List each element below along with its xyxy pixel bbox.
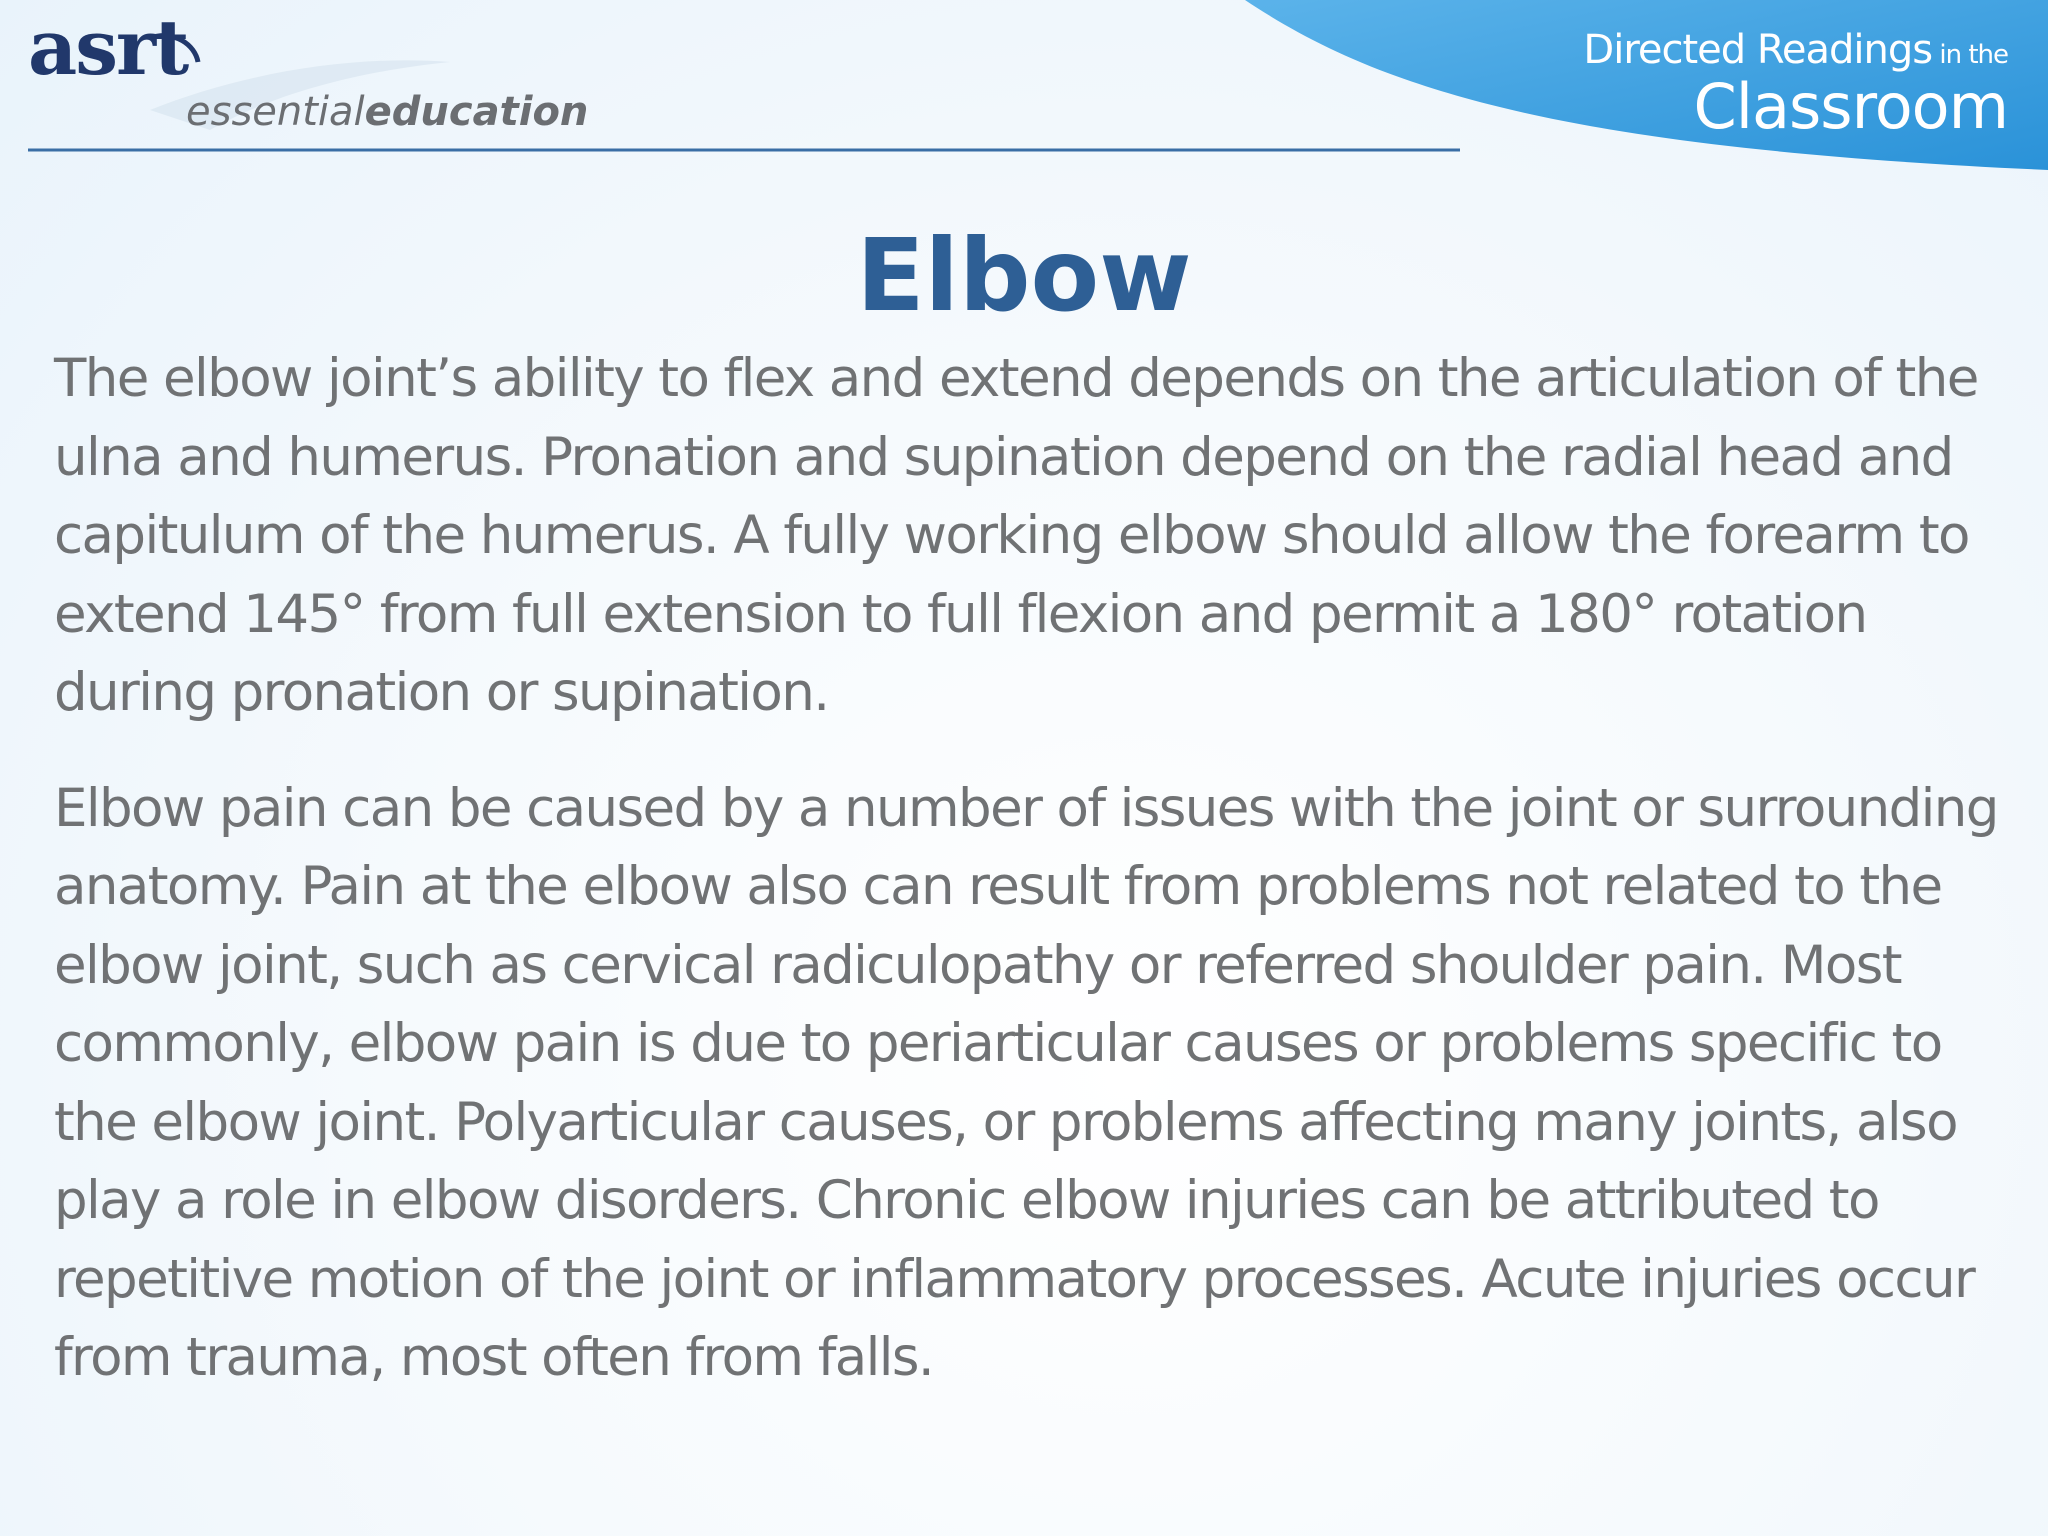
body-paragraph-2: Elbow pain can be caused by a number of issues with the joint or surrounding anatomy. Pain at the elbow also can result from problems not related to the elbow joint, such as cervical radiculopathy or referred shoulder pain. Most commonly, elbow pain is due to periarticular causes or problems specific to the elbow joint. Polyarticular causes, or problems affecting many joints, also play a role in elbow disorders. Chronic elbow injuries can be attributed to repetitive motion of the joint or inflammatory processes. Acute injuries occur from trauma, most often from falls.: [54, 777, 1998, 1388]
slide-title: Elbow: [856, 217, 1192, 334]
logo-tagline: [186, 89, 589, 135]
brand-line1-main: Directed Readings: [1583, 27, 1933, 73]
logo-tagline-bold: education: [364, 89, 589, 135]
slide-header: [0, 0, 2048, 180]
series-brand: [1583, 27, 2008, 143]
brand-line2: Classroom: [1693, 70, 2008, 143]
asrt-logo: [28, 3, 589, 140]
slide-body: [54, 340, 2014, 1435]
brand-line1: [1583, 27, 2008, 73]
brand-line1-small: in the: [1932, 40, 2008, 70]
body-paragraph-1: The elbow joint’s ability to flex and extend depends on the articulation of the ulna and humerus. Pronation and supination depend on the radial head and capitulum of the humerus. A fully working elbow should allow the forearm to extend 145° from full extension to full flexion and permit a 180° rotation during pronation or supination.: [54, 348, 1978, 723]
logo-wordmark: asrt: [28, 3, 188, 92]
logo-tagline-light: essential: [186, 89, 365, 135]
